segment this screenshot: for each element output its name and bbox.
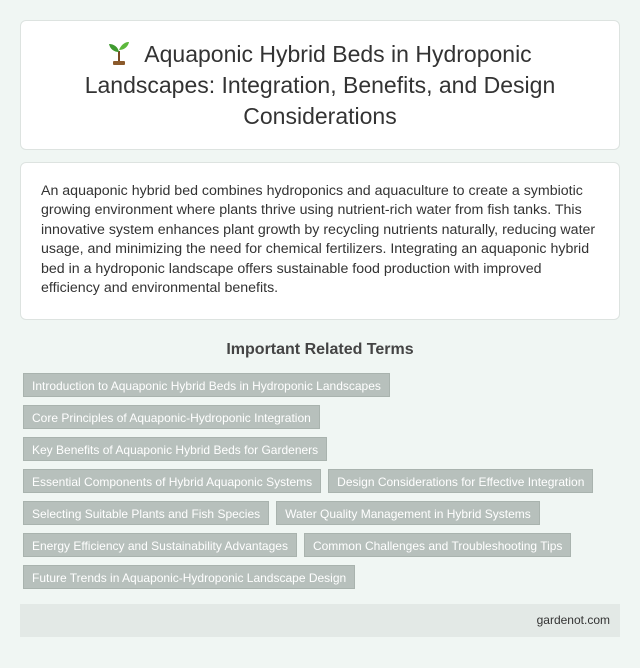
related-term-tag[interactable]: Key Benefits of Aquaponic Hybrid Beds for Gardeners <box>23 437 327 461</box>
related-term-tag[interactable]: Design Considerations for Effective Integration <box>328 469 593 493</box>
footer <box>20 604 620 637</box>
related-term-tag[interactable]: Essential Components of Hybrid Aquaponic Systems <box>23 469 321 493</box>
footer-site-name: gardenot.com <box>536 613 610 627</box>
intro-card <box>20 162 620 320</box>
related-term-tag[interactable]: Water Quality Management in Hybrid Systems <box>276 501 540 525</box>
title-card <box>20 20 620 150</box>
page-title-text: Aquaponic Hybrid Beds in Hydroponic Landscapes: Integration, Benefits, and Design Considerations <box>84 40 556 129</box>
related-term-tag[interactable]: Energy Efficiency and Sustainability Advantages <box>23 533 297 557</box>
related-term-tag[interactable]: Introduction to Aquaponic Hybrid Beds in Hydroponic Landscapes <box>23 373 390 397</box>
related-terms-heading: Important Related Terms <box>226 341 414 358</box>
related-term-tag[interactable]: Core Principles of Aquaponic-Hydroponic Integration <box>23 405 320 429</box>
related-term-tag[interactable]: Common Challenges and Troubleshooting Tips <box>304 533 571 557</box>
intro-paragraph: An aquaponic hybrid bed combines hydroponics and aquaculture to create a symbiotic growing environment where plants thrive using nutrient-rich water from fish tanks. This innovative system enhances plant growth by recycling nutrients naturally, reducing water usage, and minimizing the need for chemical fertilizers. Integrating an aquaponic hybrid bed in a hydroponic landscape offers sustainable food production with improved efficiency and environmental benefits. <box>41 183 596 297</box>
related-terms-list <box>23 373 623 589</box>
related-term-tag[interactable]: Selecting Suitable Plants and Fish Species <box>23 501 269 525</box>
sprout-icon <box>108 39 130 65</box>
page-title <box>40 39 600 132</box>
related-term-tag[interactable]: Future Trends in Aquaponic-Hydroponic Landscape Design <box>23 565 355 589</box>
